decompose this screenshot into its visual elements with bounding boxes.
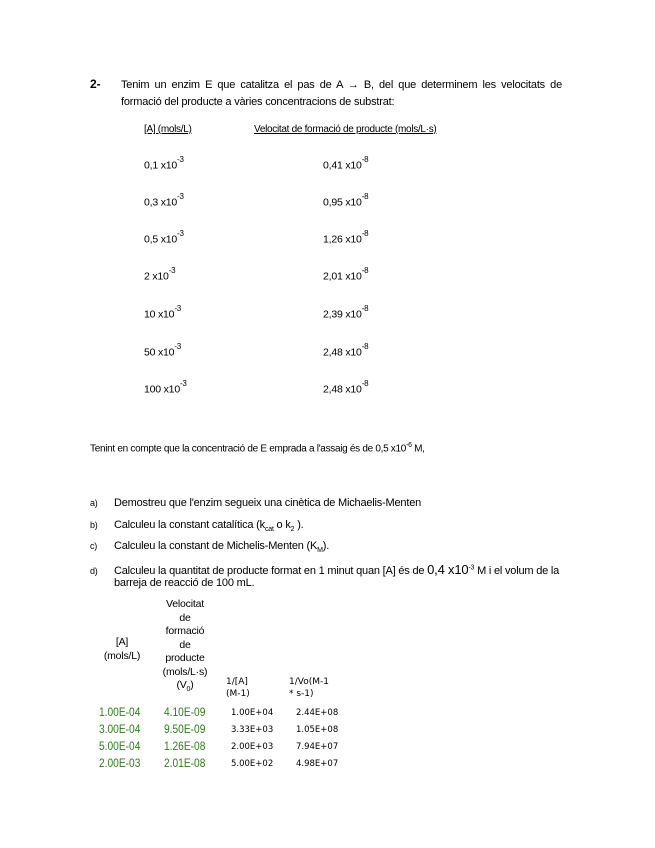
item-b: b) Calculeu la constant catalítica ($k_{cat}$ o $k_2$ ).: [90, 519, 304, 534]
table2-cell-inv-v: 1.05E+08: [296, 725, 339, 735]
table2-cell-inv-a: 5.00E+02: [231, 759, 274, 769]
table2-cell-inv-a: 2.00E+03: [231, 742, 274, 752]
table1-cell-a: 50 $x10^{-3}$: [144, 342, 182, 359]
table1-cell-v: 0,95 $x10^{-8}$: [323, 192, 369, 209]
item-label: b): [90, 520, 98, 530]
table1-header-concentration: [A] (mols/L): [144, 124, 192, 135]
table2-cell-inv-v: 4.98E+07: [296, 759, 339, 769]
table2-cell-inv-v: 2.44E+08: [296, 708, 339, 718]
table2-header-inverse-a: 1/[A] (M-1): [226, 677, 250, 699]
item-label: c): [90, 541, 98, 551]
item-d: d) Calculeu la quantitat de producte format en 1 minut quan [A] és de 0,4 $x10^{-3}$ M i el volum de la: [90, 562, 560, 577]
table1-cell-v: 2,48 $x10^{-8}$: [323, 379, 369, 396]
enzyme-concentration-note: Tenint en compte que la concentració de E emprada a l'assaig és de 0,5 $x10^{-6}$ M,: [90, 442, 425, 455]
table1-cell-a: 0,3 $x10^{-3}$: [144, 192, 184, 209]
table1-cell-a: 2 $x10^{-3}$: [144, 266, 176, 283]
question-text: Tenim un enzim E que catalitza el pas de A → B, del que determinem les velocitats de formació del producte a vàries concentracions de substrat:: [121, 79, 562, 108]
table2-cell-inv-v: 7.94E+07: [296, 742, 339, 752]
table2-header-velocity: Velocitat de formació de producte (mols/L·s) $(V_0)$: [162, 598, 208, 694]
table1-cell-v: 2,39 $x10^{-8}$: [323, 304, 369, 321]
table2-cell-inv-a: 1.00E+04: [231, 708, 274, 718]
table2-cell-inv-a: 3.33E+03: [231, 725, 274, 735]
item-c: c) Calculeu la constant de Michelis-Menten $(K_M)$.: [90, 540, 330, 555]
table2-cell-v: 9.50E-09: [164, 722, 206, 736]
table2-cell-v: 1.26E-08: [164, 739, 206, 753]
table2-header-concentration: [A] (mols/L): [103, 636, 141, 662]
table1-cell-v: 2,48 $x10^{-8}$: [323, 342, 369, 359]
item-label: a): [90, 498, 98, 508]
table2-cell-a: 3.00E-04: [99, 722, 141, 736]
table1-header-velocity: Velocitat de formació de producte (mols/L·s): [254, 124, 437, 135]
table2-cell-a: 1.00E-04: [99, 705, 141, 719]
table2-cell-v: 2.01E-08: [164, 756, 206, 770]
table1-cell-v: 1,26 $x10^{-8}$: [323, 229, 369, 246]
table2-header-inverse-v: 1/Vo(M-1 * s-1): [289, 677, 329, 699]
table1-cell-v: 0,41 $x10^{-8}$: [323, 155, 369, 172]
table1-cell-a: 10 $x10^{-3}$: [144, 304, 182, 321]
item-label: d): [90, 566, 98, 576]
item-a: a) Demostreu que l'enzim segueix una cinètica de Michaelis-Menten: [90, 497, 422, 509]
table1-cell-a: 100 $x10^{-3}$: [144, 379, 187, 396]
table1-cell-a: 0,1 $x10^{-3}$: [144, 155, 184, 172]
item-d-line2: barreja de reacció de 100 mL.: [114, 577, 255, 589]
table2-cell-a: 5.00E-04: [99, 739, 141, 753]
table1-cell-a: 0,5 $x10^{-3}$: [144, 229, 184, 246]
table2-cell-v: 4.10E-09: [164, 705, 206, 719]
table2-cell-a: 2.00E-03: [99, 756, 141, 770]
table1-cell-v: 2,01 $x10^{-8}$: [323, 266, 369, 283]
question-number: 2-: [90, 77, 101, 91]
